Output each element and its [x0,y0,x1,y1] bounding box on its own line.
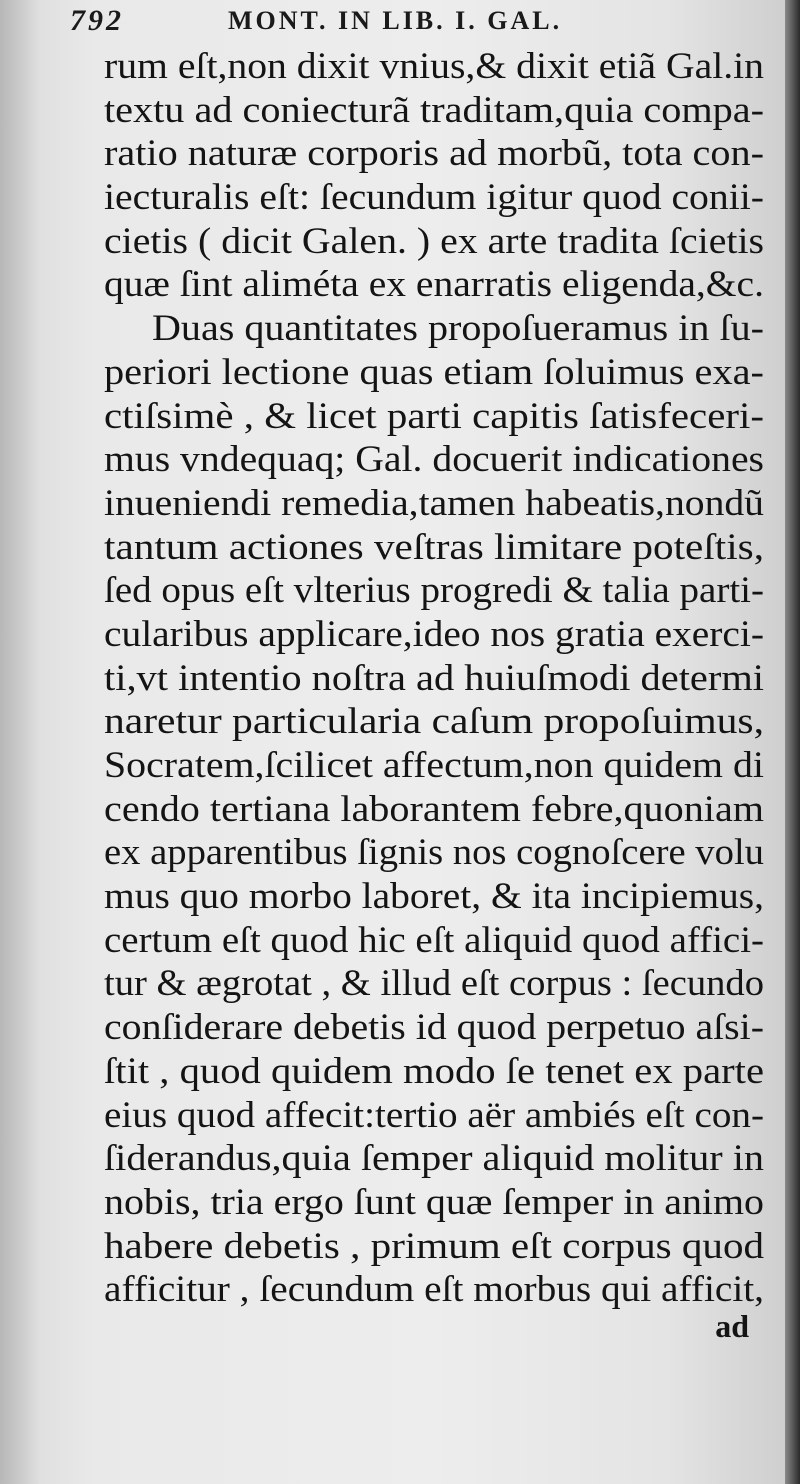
text-line: ctiſsimè , & licet parti capitis ſatisfeceri- [104,394,764,436]
text-line: ex apparentibus ſignis nos cognoſcere volu [104,831,764,873]
text-line: rum eſt,non dixit vnius,& dixit etiã Gal.in [104,45,764,86]
running-title: MONT. IN LIB. I. GAL. [228,6,563,35]
text-line: ſiderandus,quia ſemper aliquid molitur in [104,1137,764,1179]
page-edge-shadow [0,0,40,1484]
text-line: inueniendi remedia,tamen habeatis,nondũ [104,481,764,523]
text-line: iecturalis eſt: ſecundum igitur quod conii- [104,176,765,218]
catchword: ad [715,1308,749,1344]
text-line: mus quo morbo laboret, & ita incipiemus, [104,875,764,917]
text-line: textu ad coniecturã traditam,quia compa- [104,88,764,130]
book-gutter [785,0,800,1484]
text-line: cularibus applicare,ideo nos gratia exerci- [104,612,764,654]
text-line: cendo tertiana laborantem febre,quoniam [104,787,764,829]
text-line: naretur particularia caſum propoſuimus, [104,700,764,742]
text-line: ratio naturæ corporis ad morbũ, tota con- [104,132,764,174]
text-line: Socratem,ſcilicet affectum,non quidem di [104,744,764,785]
text-line: nobis, tria ergo ſunt quæ ſemper in animo [104,1180,765,1222]
text-line: ti,vt intentio noſtra ad huiuſmodi determi [104,656,764,698]
text-line: tur & ægrotat , & illud eſt corpus : ſecundo [104,962,764,1004]
text-line: habere debetis , primum eſt corpus quod [104,1224,764,1266]
text-line: eius quod affecit:tertio aër ambiés eſt con- [104,1093,764,1135]
text-line: ſtit , quod quidem modo ſe tenet ex parte [104,1049,764,1091]
text-line: periori lectione quas etiam ſoluimus exa- [104,350,764,392]
text-line: ſed opus eſt vlterius progredi & talia parti- [104,569,764,611]
text-line: cietis ( dicit Galen. ) ex arte tradita ſcietis [104,219,764,261]
text-line: tantum actiones veſtras limitare poteſtis, [104,525,764,567]
paragraph-start-line: Duas quantitates propoſueramus in ſu- [152,307,764,349]
text-line: afficitur , ſecundum eſt morbus qui afficit, [104,1268,764,1310]
page-number: 792 [70,4,124,37]
body-text [104,44,764,1311]
text-line: certum eſt quod hic eſt aliquid quod affici- [104,918,765,960]
text-line: conſiderare debetis id quod perpetuo aſsi- [104,1006,764,1048]
text-line: quæ ſint aliméta ex enarratis eligenda,&c. [104,263,765,305]
text-line: mus vndequaq; Gal. docuerit indicationes [104,438,765,480]
running-head [70,4,770,38]
